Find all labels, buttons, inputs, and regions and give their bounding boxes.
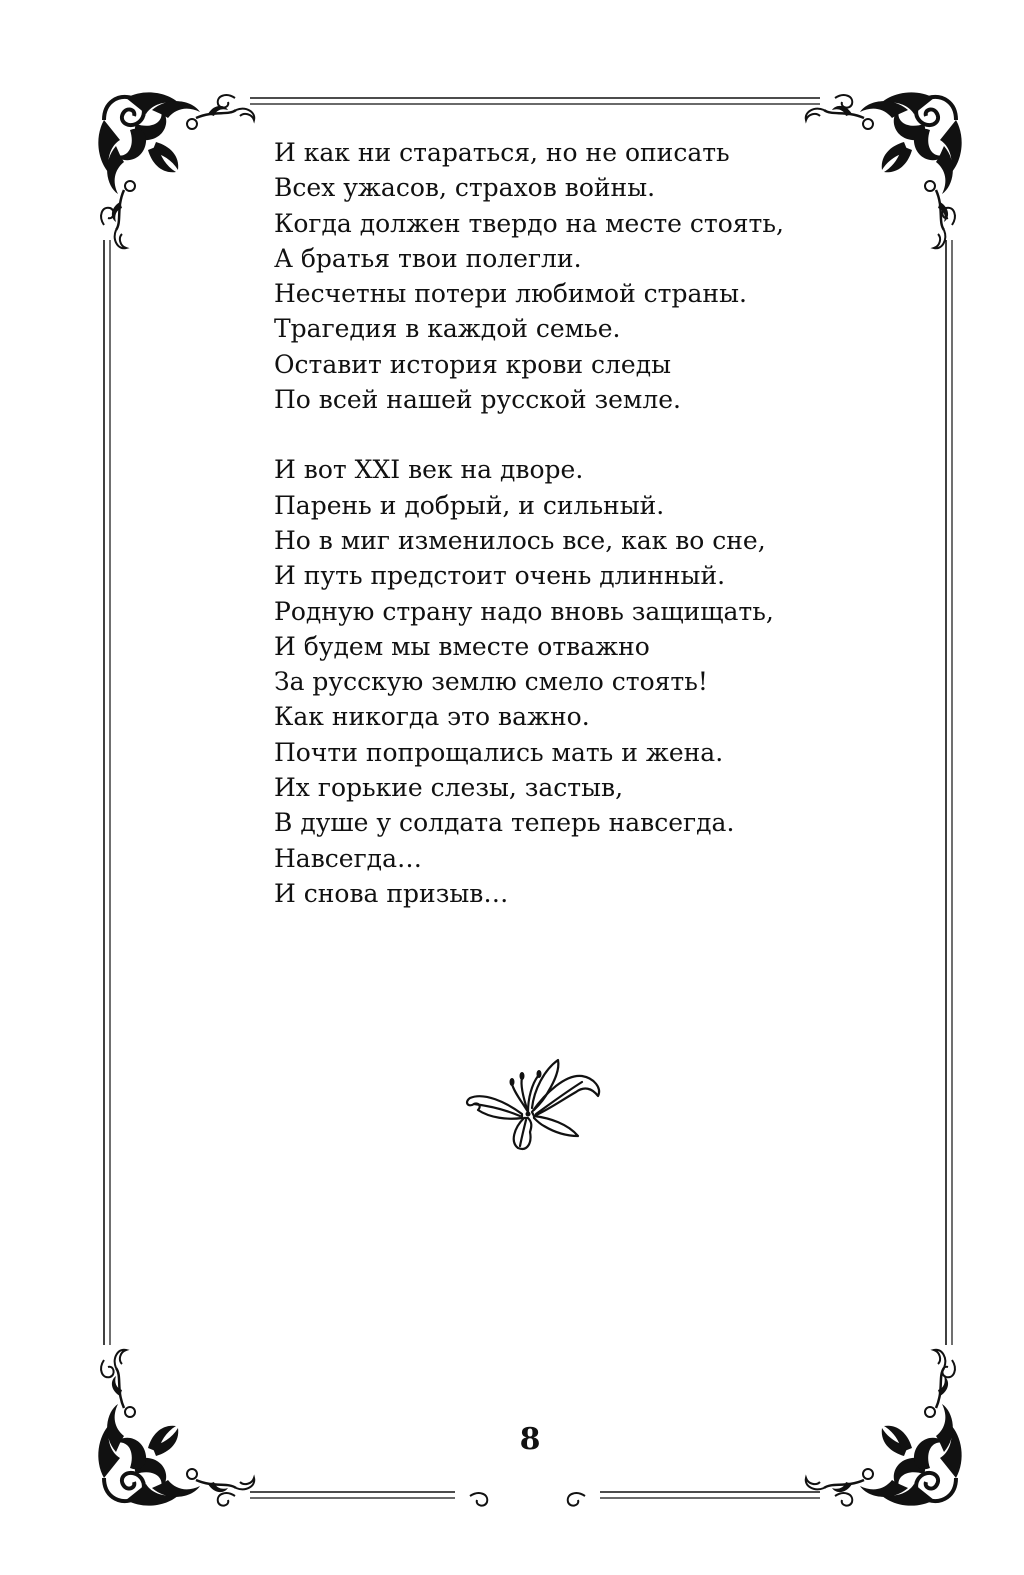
page-number: 8 <box>519 1422 541 1457</box>
poem-line: И будем мы вместе отважно <box>274 631 650 661</box>
poem-text <box>274 135 914 911</box>
poem-line: Трагедия в каждой семье. <box>274 314 621 344</box>
poem-line: Но в миг изменилось все, как во сне, <box>274 525 766 555</box>
poem-line: Как никогда это важно. <box>274 702 590 732</box>
poem-line: И вот XXI век на дворе. <box>274 455 584 485</box>
poem-line: Парень и добрый, и сильный. <box>274 490 665 520</box>
poem-line: Несчетны потери любимой страны. <box>274 279 747 309</box>
poem-line: Родную страну надо вновь защищать, <box>274 596 774 626</box>
poem-line: По всей нашей русской земле. <box>274 385 681 415</box>
poem-line: Их горькие слезы, застыв, <box>274 773 624 803</box>
poem-line: А братья твои полегли. <box>274 243 582 273</box>
poem-line: Почти попрощались мать и жена. <box>274 737 724 767</box>
poem-line: В душе у солдата теперь навсегда. <box>274 808 735 838</box>
poem-line: Когда должен твердо на месте стоять, <box>274 208 784 238</box>
poem-line: И путь предстоит очень длинный. <box>274 561 726 591</box>
stanza-1 <box>274 135 914 417</box>
lily-flower-icon <box>462 1052 607 1152</box>
poem-line: Оставит история крови следы <box>274 349 672 379</box>
poem-line: И как ни стараться, но не описать <box>274 138 730 167</box>
poem-line: Навсегда… <box>274 843 422 873</box>
poem-line: За русскую землю смело стоять! <box>274 667 708 697</box>
poem-line: Всех ужасов, страхов войны. <box>274 173 656 203</box>
stanza-2 <box>274 452 914 911</box>
poem-line: И снова призыв… <box>274 878 509 908</box>
